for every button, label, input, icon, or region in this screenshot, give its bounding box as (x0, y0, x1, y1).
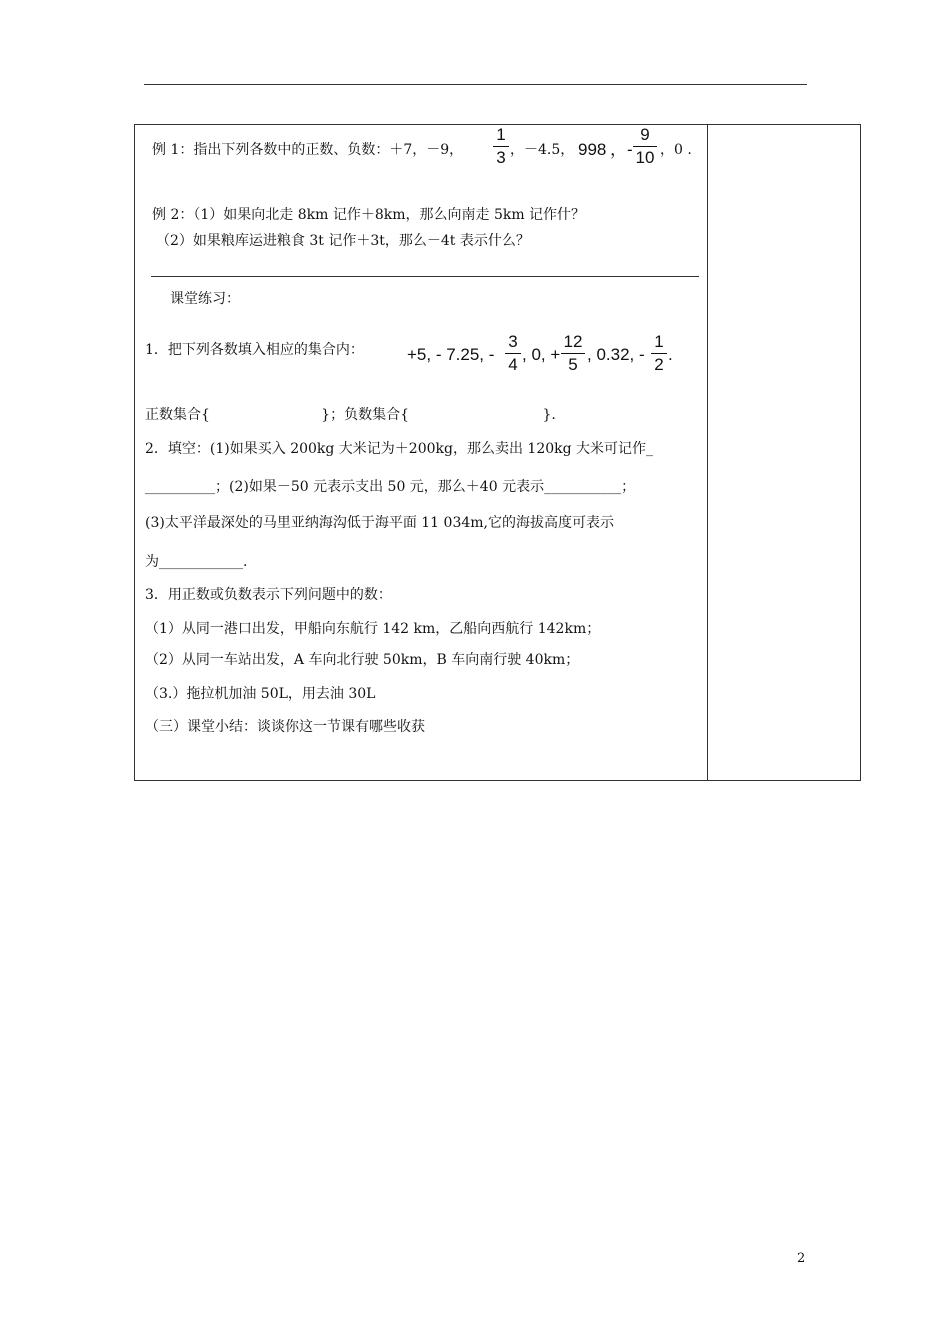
page-number: 2 (797, 1251, 806, 1266)
fraction-numerator: 9 (640, 125, 650, 144)
fraction-denominator: 4 (508, 355, 518, 374)
fraction-twelve-fifths (561, 333, 585, 374)
fraction-bar (493, 146, 509, 147)
question-1-label: 1．把下列各数填入相应的集合内： (145, 342, 364, 358)
fraction-denominator: 3 (496, 148, 506, 167)
question-1-numbers-end: . (668, 345, 673, 364)
fraction-one-half (651, 333, 667, 374)
question-3-item-2: （2）从同一车站出发，A 车向北行驶 50km，B 车向南行驶 40km； (145, 652, 580, 668)
fraction-numerator: 1 (654, 332, 664, 351)
example-2-line-1: 例 2：（1）如果向北走 8km 记作＋8km，那么向南走 5km 记作什？ (152, 207, 586, 223)
fraction-nine-tenths (633, 126, 657, 167)
example-1-sep: ，- (610, 140, 633, 159)
fraction-three-quarters (505, 333, 521, 374)
fraction-denominator: 2 (654, 355, 664, 374)
header-rule (144, 84, 807, 85)
number-998: 998 (578, 140, 607, 159)
practice-title: 课堂练习： (170, 291, 240, 307)
question-1-numbers-b: , 0, + (522, 345, 561, 364)
fraction-one-third (493, 126, 509, 167)
question-2-line-2: __________；(2)如果－50 元表示支出 50 元，那么＋40 元表示___________； (145, 479, 636, 495)
question-2-line-3: (3)太平洋最深处的马里亚纳海沟低于海平面 11 034m,它的海拔高度可表示 (145, 515, 614, 531)
fraction-bar (505, 353, 521, 354)
question-1-numbers-c: , 0.32, - (587, 345, 645, 364)
fraction-bar (561, 353, 585, 354)
fraction-numerator: 1 (496, 125, 506, 144)
set-answers: 正数集合{ }；负数集合{ }. (145, 407, 556, 423)
question-2-line-1: 2．填空：(1)如果买入 200kg 大米记为＋200kg，那么卖出 120kg 大米可记作_ (145, 441, 654, 457)
fraction-numerator: 12 (563, 332, 583, 351)
example-1-mid: ，－4.5， (510, 142, 575, 158)
question-3-item-3: （3.）拖拉机加油 50L，用去油 30L (145, 686, 376, 702)
fraction-denominator: 5 (568, 355, 578, 374)
question-2-line-4: 为____________. (145, 554, 248, 570)
question-3-item-1: （1）从同一港口出发，甲船向东航行 142 km，乙船向西航行 142km； (145, 621, 601, 637)
example-1-prefix: 例 1：指出下列各数中的正数、负数：＋7，－9， (152, 142, 464, 158)
question-3-label: 3．用正数或负数表示下列问题中的数： (145, 587, 392, 603)
lesson-summary: （三）课堂小结：谈谈你这一节课有哪些收获 (145, 719, 425, 735)
example-1-suffix: ，0 . (660, 142, 692, 158)
section-divider (151, 276, 699, 277)
notes-column-divider (707, 124, 708, 781)
fraction-denominator: 10 (635, 148, 655, 167)
example-2-line-2: （2）如果粮库运进粮食 3t 记作＋3t，那么－4t 表示什么？ (156, 233, 530, 249)
fraction-bar (633, 146, 657, 147)
fraction-numerator: 3 (508, 332, 518, 351)
fraction-bar (651, 353, 667, 354)
question-1-numbers-a: +5, - 7.25, - (407, 345, 495, 364)
